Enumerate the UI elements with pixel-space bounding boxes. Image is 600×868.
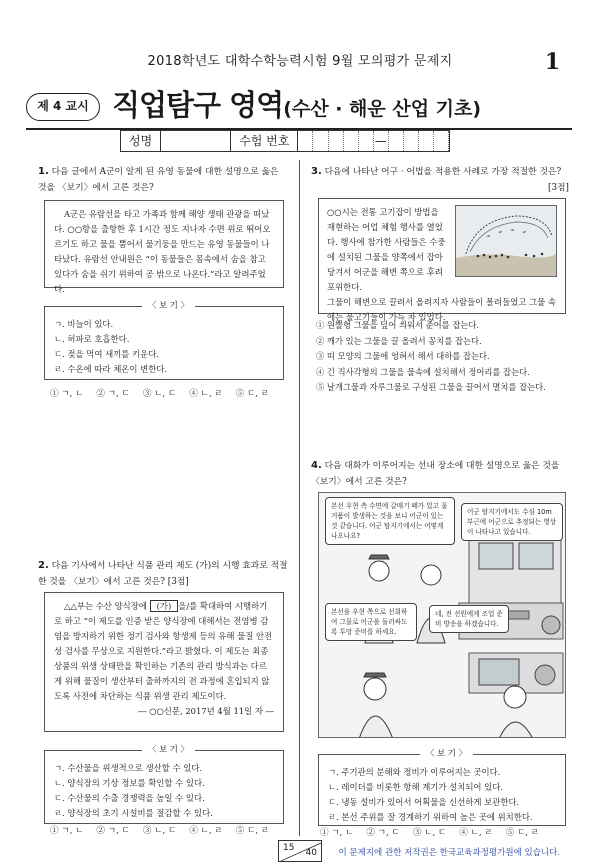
id-cell [359, 131, 374, 151]
q3-option[interactable]: ① 원뿔형 그물을 덮어 씌워서 준어를 잡는다. [316, 320, 480, 330]
id-label: 수험 번호 [231, 131, 298, 151]
q3-option[interactable]: ⑤ 날개그물과 자루그물로 구성된 그물을 끌어서 멸치를 잡는다. [316, 382, 546, 392]
q2-choice[interactable]: ⑤ ㄷ, ㄹ [235, 826, 270, 836]
q1-passage: A군은 유람선을 타고 가족과 함께 해양 생태 관광을 떠났다. ○○항을 출항한 후 1시간 정도 지나자 수면 위로 뛰어오르기도 하고 물을 뿜어서 물기둥을 만드는 유영 동물들이 나타났다. 유람선 안내원은 “이 동물들은 몸속에서 숨을 참고 있다가 숨을 쉬기 위하여 공 밖으로 나온다.”라고 알려주었다. [44, 200, 284, 288]
q4-choice[interactable]: ③ ㄴ, ㄷ [412, 828, 447, 838]
q1-bogi-item: ㄹ. 수온에 따라 체온이 변한다. [54, 364, 168, 374]
q4-bogi-item: ㄹ. 본선 주위를 잘 경계하기 위하여 높은 곳에 위치한다. [328, 812, 533, 822]
id-cell [344, 131, 359, 151]
q1-choice[interactable]: ① ㄱ, ㄴ [50, 389, 84, 399]
q4-stem [311, 458, 569, 490]
q3-options [316, 318, 578, 396]
q4-choice[interactable]: ⑤ ㄷ, ㄹ [505, 828, 540, 838]
q3-stem [311, 164, 569, 196]
net-illustration [455, 205, 557, 277]
q2-bogi-item: ㄱ. 수산물을 위생적으로 생산할 수 있다. [54, 763, 203, 773]
id-cell [313, 131, 328, 151]
q1-choice[interactable]: ④ ㄴ, ㄹ [189, 389, 223, 399]
name-id-box [120, 130, 450, 152]
q4-bubble-3: 본선을 우현 쪽으로 선회하여 그물로 어군을 둘러싸도록 투망 준비를 하세요. [325, 603, 417, 641]
q2-bogi-box [44, 750, 284, 824]
id-cell [404, 131, 419, 151]
id-cell [419, 131, 434, 151]
q4-choice[interactable]: ④ ㄴ, ㄹ [459, 828, 493, 838]
q2-passage-pre: △△부는 수산 양식장에 [64, 601, 147, 611]
q3-option[interactable]: ② 깨가 있는 그물을 끌 올려서 꽁치를 잡는다. [316, 335, 482, 346]
q2-bogi-item: ㄴ. 양식장의 기상 정보를 확인할 수 있다. [54, 778, 205, 788]
q1-bogi-item: ㄴ. 허파로 호흡한다. [54, 334, 130, 344]
id-cell [298, 131, 313, 151]
net-drawing [456, 206, 556, 276]
q2-stem-text: 다음 기사에서 나타난 식품 관리 제도 (가)의 시행 효과로 적절한 것을 〈보기〉에서 고른 것은? [3점] [38, 561, 288, 587]
q2-choice[interactable]: ① ㄱ, ㄴ [50, 826, 84, 836]
q2-blank: (가) [150, 600, 179, 612]
q1-number: 1. [38, 166, 49, 177]
q1-bogi-item: ㄱ. 비늘이 있다. [54, 319, 114, 329]
q1-choices [50, 388, 282, 401]
q4-bogi-box [318, 754, 566, 826]
q1-bogi-box [44, 306, 284, 380]
q1-stem [38, 164, 288, 196]
id-cell [389, 131, 404, 151]
q3-passage-rest: 그물이 해변으로 끌려서 올려지자 사람들이 몰려들었고 그물 속에는 물고기들이 가득 차 있었다. [327, 297, 556, 322]
q1-bogi-label: 〈 보 기 〉 [142, 299, 195, 312]
q1-choice[interactable]: ⑤ ㄷ, ㄹ [235, 389, 270, 399]
name-field[interactable] [161, 131, 231, 151]
q2-choice[interactable]: ③ ㄴ, ㄷ [142, 826, 177, 836]
page-number: 1 [544, 49, 560, 75]
q4-bogi-item: ㄷ. 냉동 설비가 있어서 어획물을 신선하게 보관한다. [328, 797, 520, 807]
q3-stem-text: 다음에 나타난 어구 · 어법을 적용한 사례로 가장 적절한 것은? [324, 167, 562, 177]
session-badge: 제 4 교시 [26, 93, 100, 121]
subject-sub: (수산 · 해운 산업 기초) [283, 98, 482, 120]
name-label: 성명 [121, 131, 161, 151]
q4-bogi-label: 〈 보 기 〉 [420, 747, 473, 760]
q2-bogi-item: ㄹ. 양식장의 초기 시설비를 절감할 수 있다. [54, 808, 213, 818]
footer-page-current: 15 [283, 843, 295, 853]
copyright-notice: 이 문제지에 관한 저작권은 한국교육과정평가원에 있습니다. [338, 848, 560, 858]
q4-bubble-4: 네, 전 선원에게 조업 준비 방송을 하겠습니다. [429, 605, 509, 633]
id-cell [329, 131, 344, 151]
exam-title: 2018학년도 대학수학능력시험 9월 모의평가 문제지 [147, 54, 453, 69]
subject-main: 직업탐구 영역 [112, 88, 284, 122]
q4-bogi-item: ㄴ. 레이더를 비롯한 항해 계기가 설치되어 있다. [328, 782, 504, 792]
q4-number: 4. [311, 460, 322, 471]
q3-passage [318, 198, 566, 322]
q1-stem-text: 다음 글에서 A군이 알게 된 유영 동물에 대한 설명으로 옳은 것을 〈보기〉에서 고른 것은? [38, 167, 279, 193]
q2-passage [44, 592, 284, 732]
bridge-illustration [318, 492, 566, 738]
q4-choice[interactable]: ① ㄱ, ㄴ [320, 828, 354, 838]
column-divider [299, 160, 300, 836]
q2-choices [50, 825, 282, 838]
q4-stem-text: 다음 대화가 이루어지는 선내 장소에 대한 설명으로 옳은 것을 〈보기〉에서 고른 것은? [311, 461, 560, 487]
q4-bogi-item: ㄱ. 주기관의 분해와 정비가 이루어지는 곳이다. [328, 767, 501, 777]
q2-stem [38, 558, 288, 590]
id-cell [434, 131, 449, 151]
q1-choice[interactable]: ③ ㄴ, ㄷ [142, 389, 177, 399]
q4-bubble-2: 어군 탐지기에서도 수심 10m 부근에 어군으로 추정되는 영상이 나타나고 있습니다. [461, 503, 563, 541]
footer-page-total: 40 [305, 847, 317, 858]
q3-points: [3점] [548, 183, 569, 193]
q2-choice[interactable]: ② ㄱ, ㄷ [96, 826, 130, 836]
q1-bogi-item: ㄷ. 젖을 먹여 새끼를 키운다. [54, 349, 159, 359]
id-dash: — [374, 131, 389, 151]
q2-passage-post: 을/를 확대하여 시행하기로 하고 “이 제도를 인증 받은 양식장에 대해서는 전염병 감염을 방지하기 위한 정기 검사와 항생제 등의 유해 물질 안전성 검사를 무상으로 지원한다.”라고 밝혔다. 이 제도는 최종 상품의 위생 상태만을 확인하는 기존의 관리 방식과는 다르게 위해 물질이 생산부터 출하까지의 전 과정에 혼입되지 않도록 사전에 차단하는 식품 위생 관리 제도이다. [54, 601, 273, 701]
q3-option[interactable]: ④ 긴 직사각형의 그물을 물속에 설치해서 정어리를 잡는다. [316, 366, 530, 377]
q3-passage-wrap: ○○시는 전통 고기잡이 방법을 재현하는 어업 체험 행사를 열었다. 행사에 참가한 사람들은 수중에 설치된 그물을 양쪽에서 잡아당겨서 어군을 해변 쪽으로 후려 포위한다. [327, 207, 446, 292]
q2-source: ― ○○신문, 2017년 4월 11일 자 ― [138, 706, 274, 716]
q2-choice[interactable]: ④ ㄴ, ㄹ [189, 826, 223, 836]
id-field[interactable] [298, 131, 449, 151]
q2-number: 2. [38, 560, 49, 571]
q4-choice[interactable]: ② ㄱ, ㄷ [366, 828, 400, 838]
q1-choice[interactable]: ② ㄱ, ㄷ [96, 389, 130, 399]
q4-bubble-1: 본선 우현 측 수면에 갈매기 떼가 있고 물거품이 발생하는 것을 보니 어군이 있는 것 같습니다. 어군 탐지기에서는 어떻게 나오나요? [325, 497, 455, 545]
footer-page-box [278, 840, 322, 862]
subject-title [112, 84, 481, 128]
q3-option[interactable]: ③ 띠 모양의 그물에 엉혀서 해서 대하를 잡는다. [316, 351, 490, 361]
q2-bogi-item: ㄷ. 수산물의 수출 경쟁력을 높일 수 있다. [54, 793, 205, 803]
q4-choices [320, 827, 552, 840]
q2-bogi-label: 〈 보 기 〉 [142, 743, 195, 756]
q3-number: 3. [311, 166, 322, 177]
